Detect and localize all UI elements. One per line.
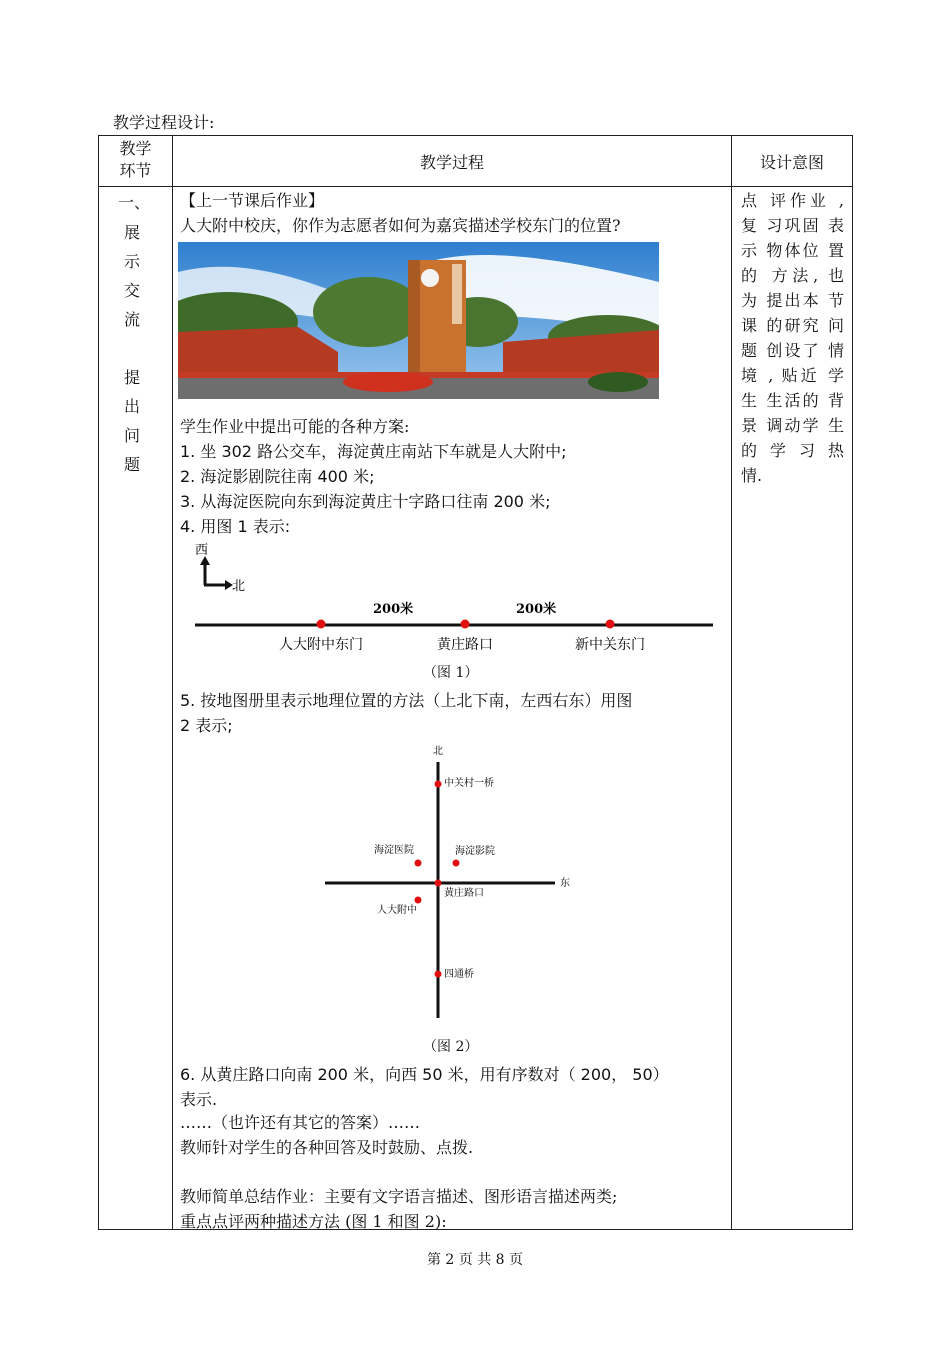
fig1-point	[317, 620, 326, 629]
other-answers: ……（也许还有其它的答案）……	[180, 1113, 421, 1132]
fig1-point	[606, 620, 615, 629]
fig1-label-gate: 新中关东门	[575, 637, 645, 653]
stage-char: 示	[123, 252, 140, 271]
stage-char: 问	[123, 426, 140, 445]
answer-6-line1: 6. 从黄庄路口向南 200 米，向西 50 米，用有序数对（ 200， 50）	[180, 1065, 669, 1084]
intent-line: 复 习巩固 表	[741, 216, 844, 235]
school-gate-photo	[178, 242, 659, 399]
homework-question: 人大附中校庆，你作为志愿者如何为嘉宾描述学校东门的位置?	[180, 216, 621, 235]
fig2-label-theater: 海淀影院	[455, 846, 495, 857]
fig2-north-label: 北	[433, 746, 443, 757]
answer-1: 1. 坐 302 路公交车，海淀黄庄南站下车就是人大附中;	[180, 442, 567, 461]
header-stage-line2: 环节	[119, 161, 152, 180]
fig1-point	[461, 620, 470, 629]
answer-4: 4. 用图 1 表示:	[180, 517, 291, 536]
intent-line: 的 学 习 热	[741, 441, 844, 460]
answer-6-line2: 表示.	[180, 1090, 218, 1109]
fig1-distance-1: 200米	[373, 602, 414, 617]
fig2-point	[435, 880, 442, 887]
stage-char: 出	[123, 397, 140, 416]
intent-line: 题 创设了 情	[741, 341, 844, 360]
answer-5-line2: 2 表示;	[180, 716, 233, 735]
teacher-note-3: 重点点评两种描述方法 (图 1 和图 2):	[180, 1212, 447, 1231]
intent-line: 示 物体位 置	[741, 241, 844, 260]
fig1-north-label: 北	[232, 579, 246, 594]
figure-2	[320, 740, 580, 1025]
stage-char: 提	[123, 368, 140, 387]
fig2-label-hospital: 海淀医院	[374, 845, 414, 856]
fig2-label-school: 人大附中	[377, 905, 417, 916]
header-process: 教学过程	[419, 153, 484, 172]
fig2-point	[415, 897, 422, 904]
fig2-label-sitong: 四通桥	[444, 969, 474, 980]
header-stage	[99, 138, 172, 182]
answer-2: 2. 海淀影剧院往南 400 米;	[180, 467, 375, 486]
intent-line: 景 调动学 生	[741, 416, 844, 435]
teacher-note-1: 教师针对学生的各种回答及时鼓励、点拨.	[180, 1138, 474, 1157]
intent-line: 境 , 贴近 学	[741, 366, 844, 385]
stage-char: 交	[123, 281, 140, 300]
header-stage-line1: 教学	[119, 139, 152, 158]
header-intent: 设计意图	[759, 153, 824, 172]
homework-title: 【上一节课后作业】	[180, 191, 325, 210]
stage-char: 一、	[118, 193, 151, 212]
section-heading: 教学过程设计:	[113, 113, 215, 132]
fig1-distance-2: 200米	[516, 602, 557, 617]
intent-line: 生 生活的 背	[741, 391, 844, 410]
answers-intro: 学生作业中提出可能的各种方案:	[180, 417, 410, 436]
intent-line: 为 提出本 节	[741, 291, 844, 310]
figure-1-caption: （图 1）	[423, 665, 479, 681]
fig2-point	[453, 860, 460, 867]
answer-3: 3. 从海淀医院向东到海淀黄庄十字路口往南 200 米;	[180, 492, 551, 511]
intent-line: 点 评作业 ,	[741, 191, 844, 210]
fig2-point	[435, 971, 442, 978]
figure-2-caption: （图 2）	[423, 1039, 479, 1055]
fig2-label-bridge1: 中关村一桥	[444, 778, 494, 789]
stage-char: 展	[123, 223, 140, 242]
fig2-label-junction: 黄庄路口	[444, 888, 484, 899]
fig1-west-label: 西	[195, 543, 209, 558]
figure-1	[180, 538, 725, 668]
fig2-point	[415, 860, 422, 867]
fig1-label-school: 人大附中东门	[279, 637, 363, 653]
page-footer: 第 2 页 共 8 页	[426, 1252, 524, 1268]
fig1-label-junction: 黄庄路口	[437, 637, 493, 653]
teacher-note-2: 教师简单总结作业：主要有文字语言描述、图形语言描述两类;	[180, 1187, 618, 1206]
stage-char: 流	[123, 310, 140, 329]
answer-5-line1: 5. 按地图册里表示地理位置的方法（上北下南，左西右东）用图	[180, 691, 633, 710]
intent-line: 的 方法, 也	[741, 266, 844, 285]
fig2-east-label: 东	[560, 878, 570, 889]
intent-line: 课 的研究 问	[741, 316, 844, 335]
fig2-point	[435, 781, 442, 788]
stage-char: 题	[123, 455, 140, 474]
intent-line: 情.	[741, 466, 763, 485]
